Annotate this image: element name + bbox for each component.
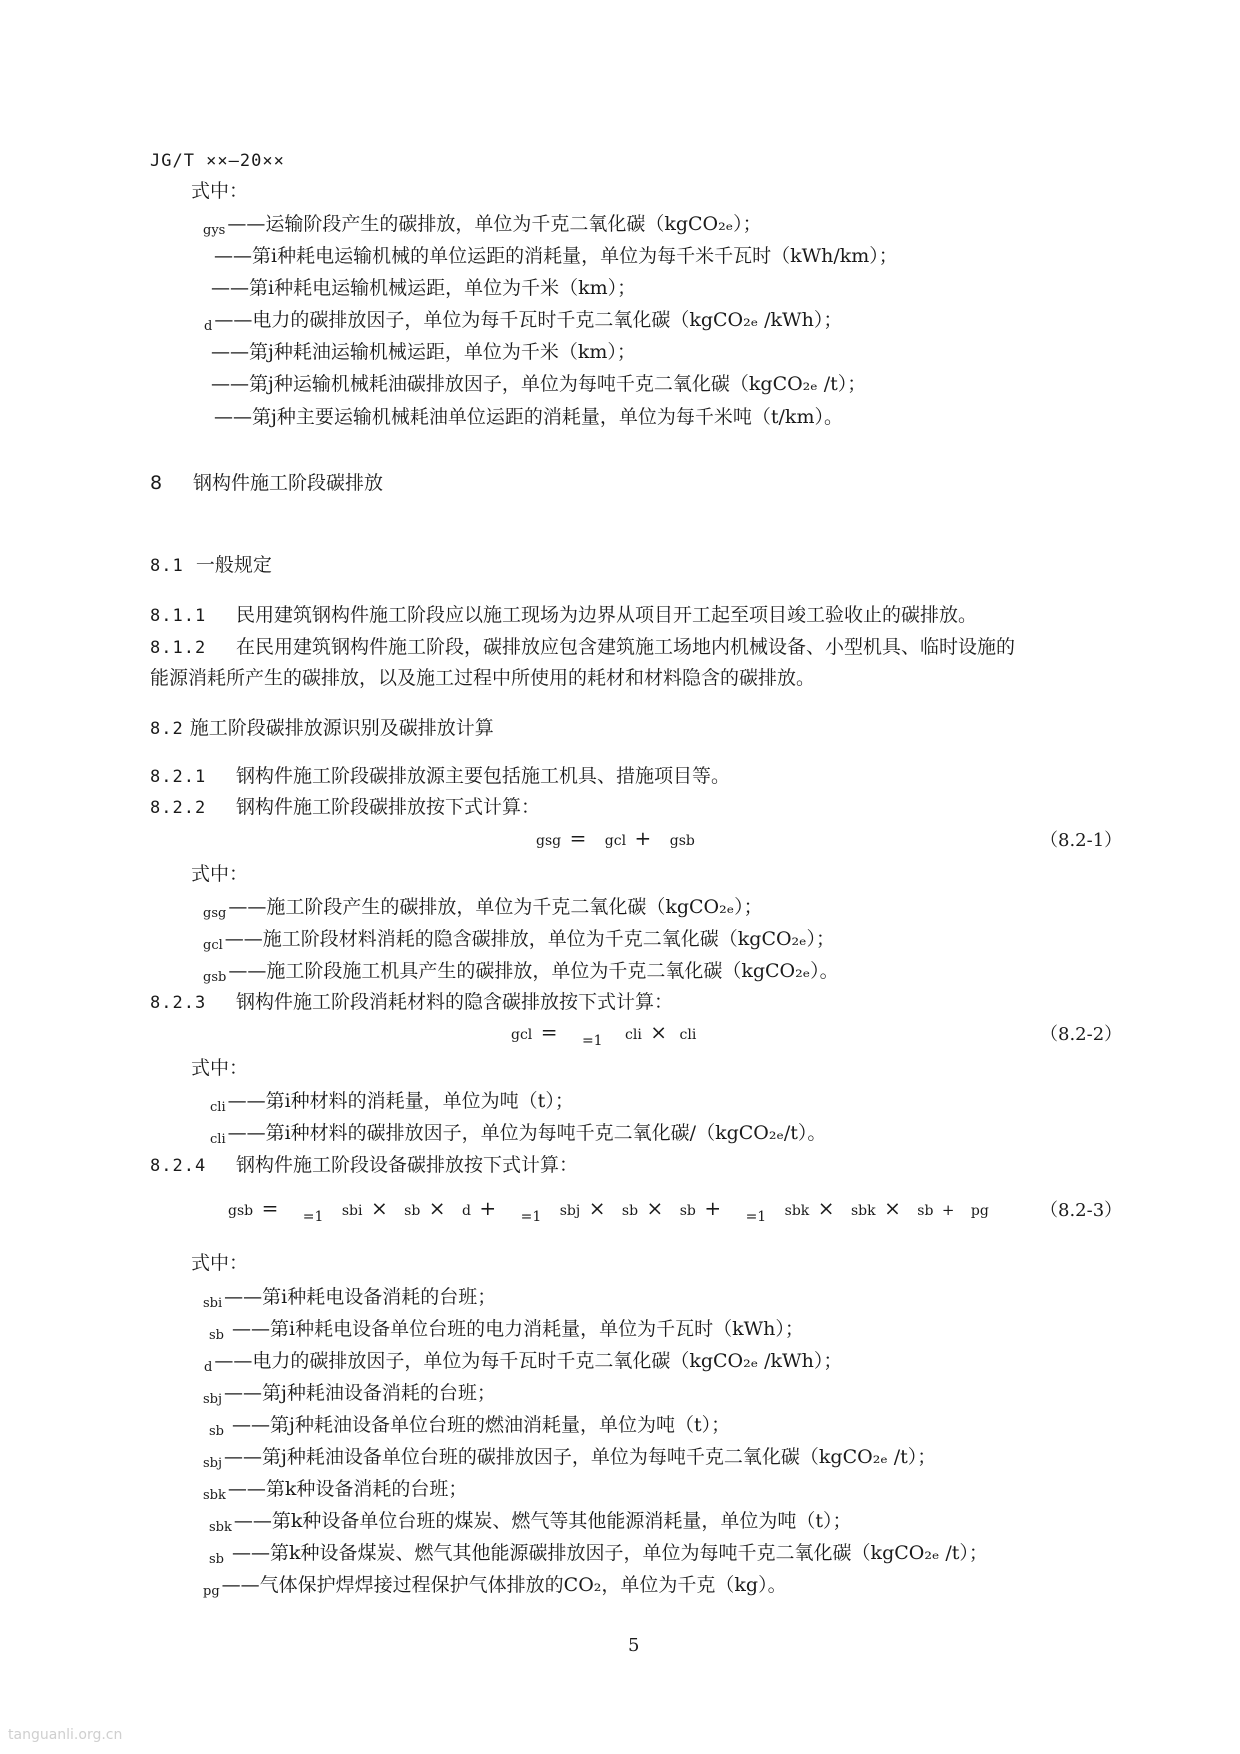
standard-code: JG/T ××—20××: [150, 151, 285, 171]
watermark: tanguanli.org.cn: [8, 1727, 123, 1743]
definition-line: $_{sb}$ ——第k种设备煤炭、燃气其他能源碳排放因子，单位为每吨千克二氧化碳（kgCO₂ₑ /t）；: [209, 1542, 988, 1567]
definition-line: $_{gsb}$ ——施工阶段施工机具产生的碳排放，单位为千克二氧化碳（kgCO₂ₑ）。: [203, 960, 839, 985]
equation-number: （8.2-2）: [1040, 1024, 1123, 1045]
definition-line: $_d$ ——电力的碳排放因子，单位为每千瓦时千克二氧化碳（kgCO₂ₑ /kWh）；: [204, 309, 843, 334]
clause-8-1-2: 8.1.2 在民用建筑钢构件施工阶段，碳排放应包含建筑施工场地内机械设备、小型机具、临时设施的: [150, 636, 1016, 658]
definition-line: $_{pg}$ ——气体保护焊焊接过程保护气体排放的CO₂，单位为千克（kg）。: [203, 1574, 787, 1599]
definition-line: $_{sb}$ ——第j种耗油设备单位台班的燃油消耗量，单位为吨（t）；: [209, 1414, 731, 1439]
definition-line: $_{gys}$ ——运输阶段产生的碳排放，单位为千克二氧化碳（kgCO₂ₑ）；: [203, 213, 762, 238]
definition-line: $_{sb}$ ——第i种耗电设备单位台班的电力消耗量，单位为千瓦时（kWh）；: [209, 1318, 804, 1343]
section-number: 8: [150, 472, 163, 494]
subsection-heading: 8.2 施工阶段碳排放源识别及碳排放计算: [150, 717, 494, 739]
clause-8-2-1: 8.2.1 钢构件施工阶段碳排放源主要包括施工机具、措施项目等。: [150, 765, 731, 787]
clause-8-2-3: 8.2.3 钢构件施工阶段消耗材料的隐含碳排放按下式计算：: [150, 991, 674, 1013]
where-label: 式中：: [191, 1252, 249, 1274]
definition-line: $_{cli}$ ——第i种材料的消耗量，单位为吨（t）；: [210, 1090, 574, 1115]
definition-line: $_d$ ——电力的碳排放因子，单位为每千瓦时千克二氧化碳（kgCO₂ₑ /kWh）；: [204, 1350, 843, 1375]
where-label: 式中：: [191, 863, 249, 885]
definition-line: ——第j种运输机械耗油碳排放因子，单位为每吨千克二氧化碳（kgCO₂ₑ /t）；: [211, 373, 867, 395]
formula-8-2-3: gsb = =1 sbi × sb × d + =1 sbj × sb × sb + =1 sbk × sbk × sb + pg: [228, 1196, 989, 1225]
definition-line: $_{gsg}$ ——施工阶段产生的碳排放，单位为千克二氧化碳（kgCO₂ₑ）；: [203, 896, 763, 921]
section-title: 钢构件施工阶段碳排放: [193, 472, 384, 494]
formula-8-2-1: gsg = gcl + gsb: [536, 826, 695, 850]
definition-line: $_{sbj}$ ——第j种耗油设备单位台班的碳排放因子，单位为每吨千克二氧化碳（kgCO₂ₑ /t）；: [203, 1446, 937, 1471]
definition-line: ——第j种主要运输机械耗油单位运距的消耗量，单位为每千米吨（t/km）。: [214, 406, 843, 428]
clause-8-1-1: 8.1.1 民用建筑钢构件施工阶段应以施工现场为边界从项目开工起至项目竣工验收止的碳排放。: [150, 604, 978, 626]
definition-line: ——第j种耗油运输机械运距，单位为千米（km）；: [211, 341, 636, 363]
definition-line: $_{gcl}$ ——施工阶段材料消耗的隐含碳排放，单位为千克二氧化碳（kgCO₂ₑ）；: [203, 928, 836, 953]
definition-line: $_{sbk}$ ——第k种设备消耗的台班；: [203, 1478, 468, 1503]
definition-line: $_{sbi}$ ——第i种耗电设备消耗的台班；: [203, 1286, 497, 1311]
page-number: 5: [628, 1635, 640, 1656]
definition-line: $_{sbk}$ ——第k种设备单位台班的煤炭、燃气等其他能源消耗量，单位为吨（t）；: [209, 1510, 852, 1535]
equation-number: （8.2-1）: [1040, 830, 1123, 851]
clause-8-2-4: 8.2.4 钢构件施工阶段设备碳排放按下式计算：: [150, 1154, 579, 1176]
formula-8-2-2: gcl = =1 cli × cli: [511, 1020, 697, 1049]
definition-line: $_{sbj}$ ——第j种耗油设备消耗的台班；: [203, 1382, 496, 1407]
definition-line: ——第i种耗电运输机械运距，单位为千米（km）；: [211, 277, 637, 299]
subsection-heading: 8.1 一般规定: [150, 554, 272, 576]
clause-8-2-2: 8.2.2 钢构件施工阶段碳排放按下式计算：: [150, 796, 541, 818]
equation-number: （8.2-3）: [1040, 1200, 1123, 1221]
definition-line: ——第i种耗电运输机械的单位运距的消耗量，单位为每千米千瓦时（kWh/km）；: [214, 245, 898, 267]
where-label: 式中：: [191, 1057, 249, 1079]
clause-8-1-2-continued: 能源消耗所产生的碳排放，以及施工过程中所使用的耗材和材料隐含的碳排放。: [150, 667, 816, 689]
where-label: 式中：: [191, 180, 249, 202]
definition-line: $_{cli}$ ——第i种材料的碳排放因子，单位为每吨千克二氧化碳/（kgCO₂ₑ/t）。: [210, 1122, 827, 1147]
